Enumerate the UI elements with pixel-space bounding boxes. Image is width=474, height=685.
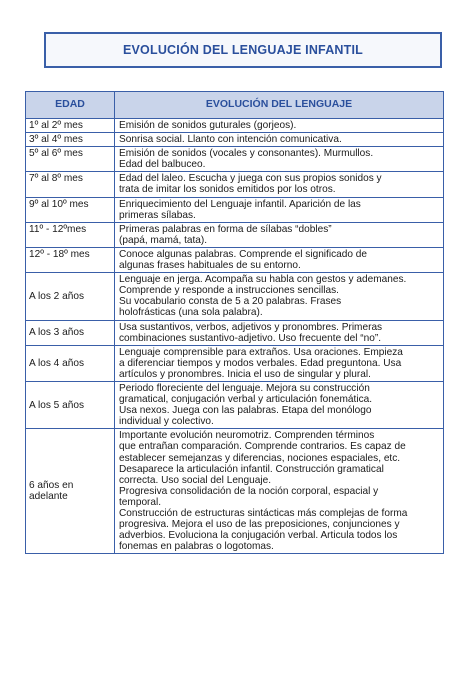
- table-row: [26, 345, 444, 381]
- age-cell: 5º al 6º mes: [26, 147, 115, 172]
- evolution-cell: Lenguaje comprensible para extraños. Usa oraciones. Empieza a diferenciar tiempos y modos verbales. Edad preguntona. Usa artículos y pronombres. Inicia el uso de singular y plural.: [115, 345, 444, 381]
- table-row: [26, 381, 444, 428]
- evolution-cell: Primeras palabras en forma de sílabas “dobles” (papá, mamá, tata).: [115, 222, 444, 247]
- table-row: [26, 133, 444, 147]
- table-row: [26, 247, 444, 272]
- age-cell: A los 3 años: [26, 320, 115, 345]
- evolution-cell: Sonrisa social. Llanto con intención comunicativa.: [115, 133, 444, 147]
- age-cell: 9º al 10º mes: [26, 197, 115, 222]
- column-header-age: EDAD: [26, 92, 115, 119]
- evolution-cell: Emisión de sonidos (vocales y consonantes). Murmullos. Edad del balbuceo.: [115, 147, 444, 172]
- age-cell: 7º al 8º mes: [26, 172, 115, 197]
- table-row: [26, 172, 444, 197]
- table-row: [26, 222, 444, 247]
- evolution-cell: Conoce algunas palabras. Comprende el significado de algunas frases habituales de su entorno.: [115, 247, 444, 272]
- table-row: [26, 197, 444, 222]
- age-cell: A los 5 años: [26, 381, 115, 428]
- age-cell: 11º - 12ºmes: [26, 222, 115, 247]
- table-header-row: [26, 92, 444, 119]
- title-box: [44, 32, 442, 68]
- evolution-cell: Usa sustantivos, verbos, adjetivos y pronombres. Primeras combinaciones sustantivo-adjetivo. Uso frecuente del “no”.: [115, 320, 444, 345]
- evolution-cell: Lenguaje en jerga. Acompaña su habla con gestos y ademanes. Comprende y responde a instrucciones sencillas. Su vocabulario consta de 5 a 20 palabras. Frases holofrásticas (una sola palabra).: [115, 273, 444, 320]
- evolution-cell: Periodo floreciente del lenguaje. Mejora su construcción gramatical, conjugación verbal y articulación fonemática. Usa nexos. Juega con las palabras. Etapa del monólogo individual y colectivo.: [115, 381, 444, 428]
- evolution-cell: Edad del laleo. Escucha y juega con sus propios sonidos y trata de imitar los sonidos emitidos por los otros.: [115, 172, 444, 197]
- age-cell: 12º - 18º mes: [26, 247, 115, 272]
- age-cell: 6 años en adelante: [26, 429, 115, 554]
- evolution-cell: Emisión de sonidos guturales (gorjeos).: [115, 119, 444, 133]
- table-row: [26, 429, 444, 554]
- column-header-evolution: EVOLUCIÓN DEL LENGUAJE: [115, 92, 444, 119]
- evolution-cell: Enriquecimiento del Lenguaje infantil. Aparición de las primeras sílabas.: [115, 197, 444, 222]
- evolution-cell: Importante evolución neuromotriz. Comprenden términos que entrañan comparación. Comprende contrarios. Es capaz de establecer semejanzas y diferencias, nociones espaciales, etc. Desaparece la articulación infantil. Construcción gramatical correcta. Uso social del Lenguaje. Progresiva consolidación de la noción corporal, espacial y temporal. Construcción de estructuras sintácticas más complejas de forma progresiva. Mejora el uso de las preposiciones, conjunciones y adverbios. Evoluciona la conjugación verbal. Articula todos los fonemas en palabras o logotomas.: [115, 429, 444, 554]
- age-cell: A los 4 años: [26, 345, 115, 381]
- page-title: EVOLUCIÓN DEL LENGUAJE INFANTIL: [122, 43, 363, 57]
- table-row: [26, 147, 444, 172]
- table-row: [26, 320, 444, 345]
- age-cell: 1º al 2º mes: [26, 119, 115, 133]
- table-row: [26, 273, 444, 320]
- age-cell: A los 2 años: [26, 273, 115, 320]
- table-row: [26, 119, 444, 133]
- language-evolution-table: [25, 91, 444, 554]
- age-cell: 3º al 4º mes: [26, 133, 115, 147]
